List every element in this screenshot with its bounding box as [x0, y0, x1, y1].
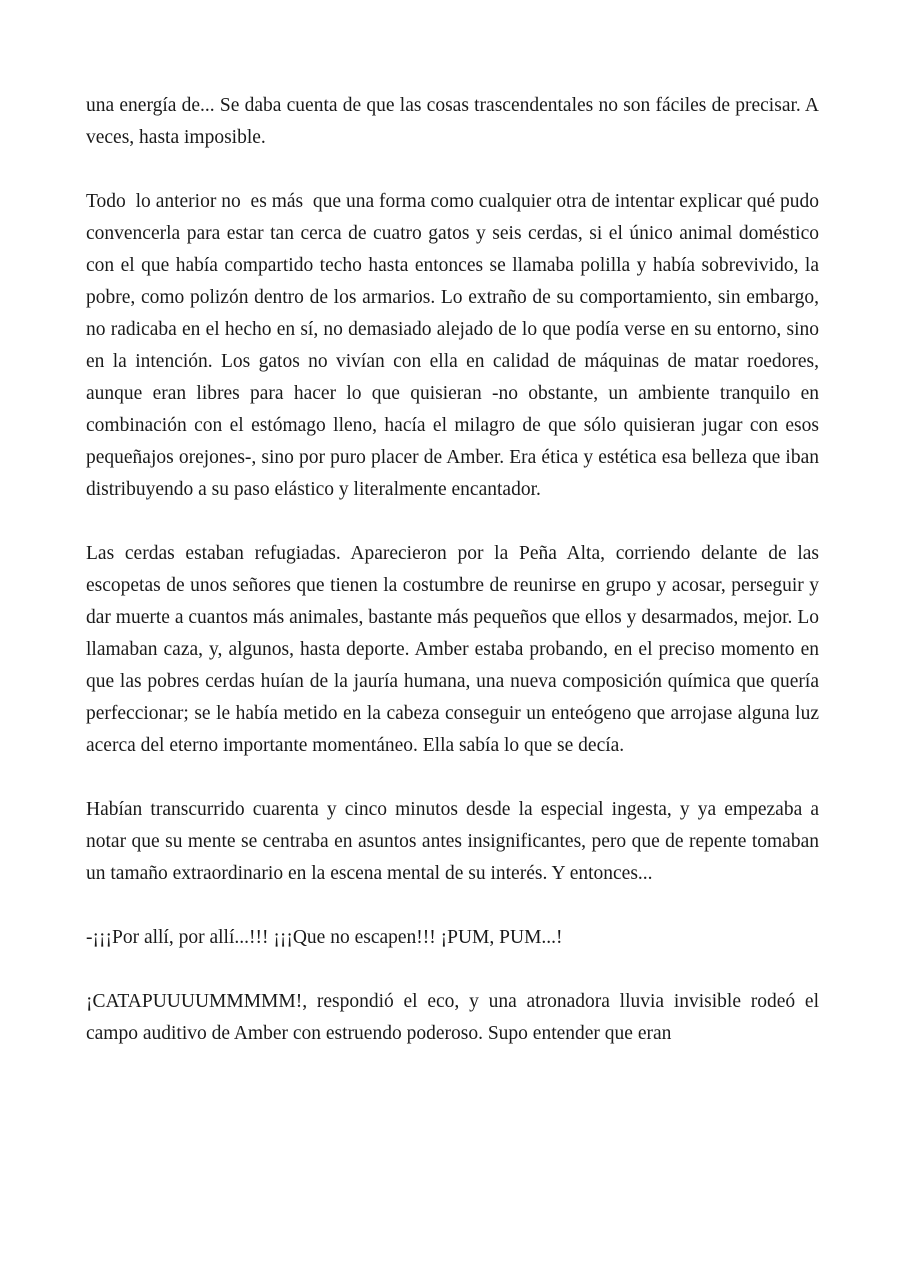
paragraph-2: Todo lo anterior no es más que una forma como cualquier otra de intentar explicar qué pudo convencerla para estar tan cerca de cuatro gatos y seis cerdas, si el único animal doméstico con el que había compartido techo hasta entonces se llamaba polilla y había sobrevivido, la pobre, como polizón dentro de los armarios. Lo extraño de su comportamiento, sin embargo, no radicaba en el hecho en sí, no demasiado alejado de lo que podía verse en su entorno, sino en la intención. Los gatos no vivían con ella en calidad de máquinas de matar roedores, aunque eran libres para hacer lo que quisieran -no obstante, un ambiente tranquilo en combinación con el estómago lleno, hacía el milagro de que sólo quisieran jugar con esos pequeñajos orejones-, sino por puro placer de Amber. Era ética y estética esa belleza que iban distribuyendo a su paso elástico y literalmente encantador.: [86, 191, 824, 500]
paragraph-5: -¡¡¡Por allí, por allí...!!! ¡¡¡Que no escapen!!! ¡PUM, PUM...!: [86, 927, 563, 948]
paragraph-1: una energía de... Se daba cuenta de que las cosas trascendentales no son fáciles de precisar. A veces, hasta imposible.: [86, 95, 824, 148]
paragraph-3: Las cerdas estaban refugiadas. Aparecieron por la Peña Alta, corriendo delante de las escopetas de unos señores que tienen la costumbre de reunirse en grupo y acosar, perseguir y dar muerte a cuantos más animales, bastante más pequeños que ellos y desarmados, mejor. Lo llamaban caza, y, algunos, hasta deporte. Amber estaba probando, en el preciso momento en que las pobres cerdas huían de la jauría humana, una nueva composición química que quería perfeccionar; se le había metido en la cabeza conseguir un enteógeno que arrojase alguna luz acerca del eterno importante momentáneo. Ella sabía lo que se decía.: [86, 543, 824, 756]
paragraph-6: ¡CATAPUUUUMMMMM!, respondió el eco, y una atronadora lluvia invisible rodeó el campo auditivo de Amber con estruendo poderoso. Supo entender que eran: [86, 991, 824, 1044]
paragraph-4: Habían transcurrido cuarenta y cinco minutos desde la especial ingesta, y ya empezaba a notar que su mente se centraba en asuntos antes insignificantes, pero que de repente tomaban un tamaño extraordinario en la escena mental de su interés. Y entonces...: [86, 799, 824, 884]
document-page: [86, 90, 824, 1082]
